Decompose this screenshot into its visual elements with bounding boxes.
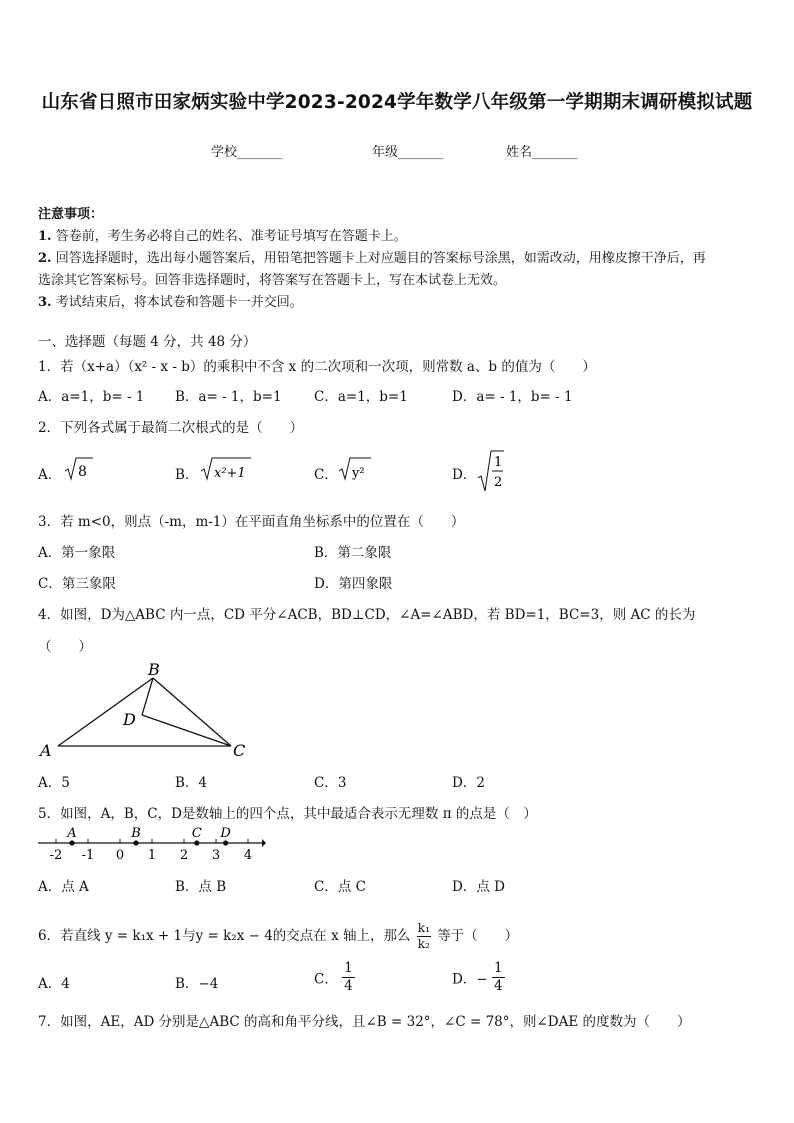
note-2	[38, 247, 706, 266]
sqrt-x2-plus-1-expression	[200, 455, 252, 483]
sqrt-y2-expression	[338, 455, 372, 483]
question-5-option-b: B．点 B	[175, 879, 227, 895]
question-3-option-a: A．第一象限	[38, 545, 116, 561]
segment-dc	[142, 715, 231, 746]
radicand-text: 8	[78, 464, 87, 480]
question-6-option-d	[452, 960, 505, 995]
question-2-option-b: B．	[175, 467, 199, 483]
fraction-numerator: 1	[344, 960, 353, 976]
question-7-stem: 7．如图，AE，AD 分别是△ABC 的高和角平分线，且∠B = 32°，∠C = 78°，则∠DAE 的度数为（ ）	[38, 1014, 691, 1030]
tick-label: 3	[211, 848, 221, 862]
point-a	[69, 840, 74, 845]
point-label-d: D	[220, 826, 231, 841]
note-number: 2.	[38, 251, 52, 266]
segment-bc	[153, 678, 231, 746]
fraction-numerator: 1	[494, 455, 503, 470]
tick-label: -2	[49, 848, 63, 862]
tick-label: 0	[115, 848, 125, 862]
triangle-figure	[36, 658, 256, 758]
name-field: 姓名_______	[506, 145, 578, 160]
point-label-a: A	[67, 826, 77, 841]
question-6-option-a: A．4	[38, 976, 70, 992]
page-title: 山东省日照市田家炳实验中学2023-2024学年数学八年级第一学期期末调研模拟试题	[41, 92, 753, 113]
question-1-option-b: B．a= - 1，b=1	[175, 389, 282, 405]
question-1-option-a: A．a=1，b= - 1	[38, 389, 145, 405]
question-3-stem: 3．若 m<0，则点（-m，m-1）在平面直角坐标系中的位置在（ ）	[38, 514, 465, 530]
option-letter: C．	[314, 971, 338, 988]
fraction-numerator: k₁	[417, 921, 430, 935]
fraction-denominator: 4	[344, 978, 353, 994]
fraction-numerator: 1	[493, 960, 503, 976]
question-5-option-d: D．点 D	[452, 879, 505, 895]
quarter-fraction	[342, 960, 355, 995]
question-1-option-c: C．a=1，b=1	[314, 389, 408, 405]
radicand-text: x²+1	[214, 466, 246, 481]
fraction-denominator: k₂	[417, 937, 430, 951]
note-1	[38, 225, 407, 244]
point-label-c: C	[191, 826, 202, 841]
section-heading: 一、选择题（每题 4 分，共 48 分）	[38, 334, 257, 350]
school-field: 学校_______	[211, 145, 283, 160]
tick-label: 1	[147, 848, 157, 862]
point-c	[194, 840, 199, 845]
sqrt-8-expression	[64, 455, 94, 483]
segment-bd	[142, 678, 153, 715]
question-6-stem-tail: 等于（ ）	[437, 928, 519, 944]
question-3-option-b: B．第二象限	[314, 545, 392, 561]
question-1-option-d: D．a= - 1，b= - 1	[452, 389, 573, 405]
vertex-label-b: B	[148, 660, 160, 679]
notes-heading: 注意事项：	[38, 207, 104, 222]
radicand-text: y²	[352, 466, 365, 481]
question-5-option-a: A．点 A	[38, 879, 89, 895]
note-text: 答卷前，考生务必将自己的姓名、准考证号填写在答题卡上。	[55, 229, 407, 244]
grade-field: 年级_______	[372, 145, 444, 160]
question-3-option-d: D．第四象限	[314, 576, 393, 592]
question-4-stem-cont: （ ）	[38, 639, 92, 655]
segment-ab	[58, 678, 153, 746]
vertex-label-d: D	[123, 710, 136, 729]
question-4-option-d: D．2	[452, 775, 485, 791]
tick-label: -1	[81, 848, 95, 862]
question-6-stem	[38, 921, 518, 952]
note-2-cont: 选涂其它答案标号。回答非选择题时，将答案写在答题卡上，写在本试卷上无效。	[38, 273, 507, 288]
question-2-option-a: A．	[38, 467, 62, 483]
note-number: 3.	[38, 295, 52, 310]
k-ratio-fraction	[417, 921, 431, 952]
question-6-stem-text: 6．若直线 y = k₁x + 1与y = k₂x − 4的交点在 x 轴上，那么	[38, 928, 411, 944]
question-4-option-b: B．4	[175, 775, 208, 791]
question-4-option-a: A．5	[38, 775, 70, 791]
point-label-b: B	[131, 826, 141, 841]
note-text: 回答选择题时，选出每小题答案后，用铅笔把答题卡上对应题目的答案标号涂黑，如需改动，用橡皮擦干净后，再	[55, 251, 706, 266]
question-3-option-c: C．第三象限	[38, 576, 116, 592]
question-2-option-d: D．	[452, 467, 477, 483]
option-letter: D．−	[452, 971, 488, 988]
tick-label: 4	[243, 848, 253, 862]
question-4-stem: 4．如图，D为△ABC 内一点，CD 平分∠ACB，BD⊥CD，∠A=∠ABD，若 BD=1，BC=3，则 AC 的长为	[38, 607, 696, 623]
note-text: 考试结束后，将本试卷和答题卡一并交回。	[55, 295, 303, 310]
fraction-denominator: 2	[494, 475, 503, 490]
vertex-label-c: C	[233, 741, 246, 758]
question-6-option-b: B．−4	[175, 976, 219, 992]
quarter-fraction	[492, 960, 505, 995]
tick-label: 2	[179, 848, 189, 862]
arrow-right-icon	[262, 839, 266, 847]
question-1-stem: 1．若（x+a）（x² - x - b）的乘积中不含 x 的二次项和一次项，则常数 a、b 的值为（ ）	[38, 359, 596, 375]
question-5-stem: 5．如图，A，B，C，D是数轴上的四个点，其中最适合表示无理数 π 的点是（ ）	[38, 806, 537, 822]
question-2-option-c: C．	[314, 467, 338, 483]
point-b	[133, 840, 138, 845]
question-2-stem: 2．下列各式属于最简二次根式的是（ ）	[38, 420, 304, 436]
question-6-option-c	[314, 960, 355, 995]
question-4-option-c: C．3	[314, 775, 347, 791]
number-line	[36, 826, 266, 862]
question-5-option-c: C．点 C	[314, 879, 366, 895]
note-number: 1.	[38, 229, 52, 244]
sqrt-half-expression	[477, 448, 505, 494]
fraction-denominator: 4	[493, 978, 503, 994]
vertex-label-a: A	[40, 741, 52, 758]
note-3	[38, 291, 303, 310]
point-d	[223, 840, 228, 845]
